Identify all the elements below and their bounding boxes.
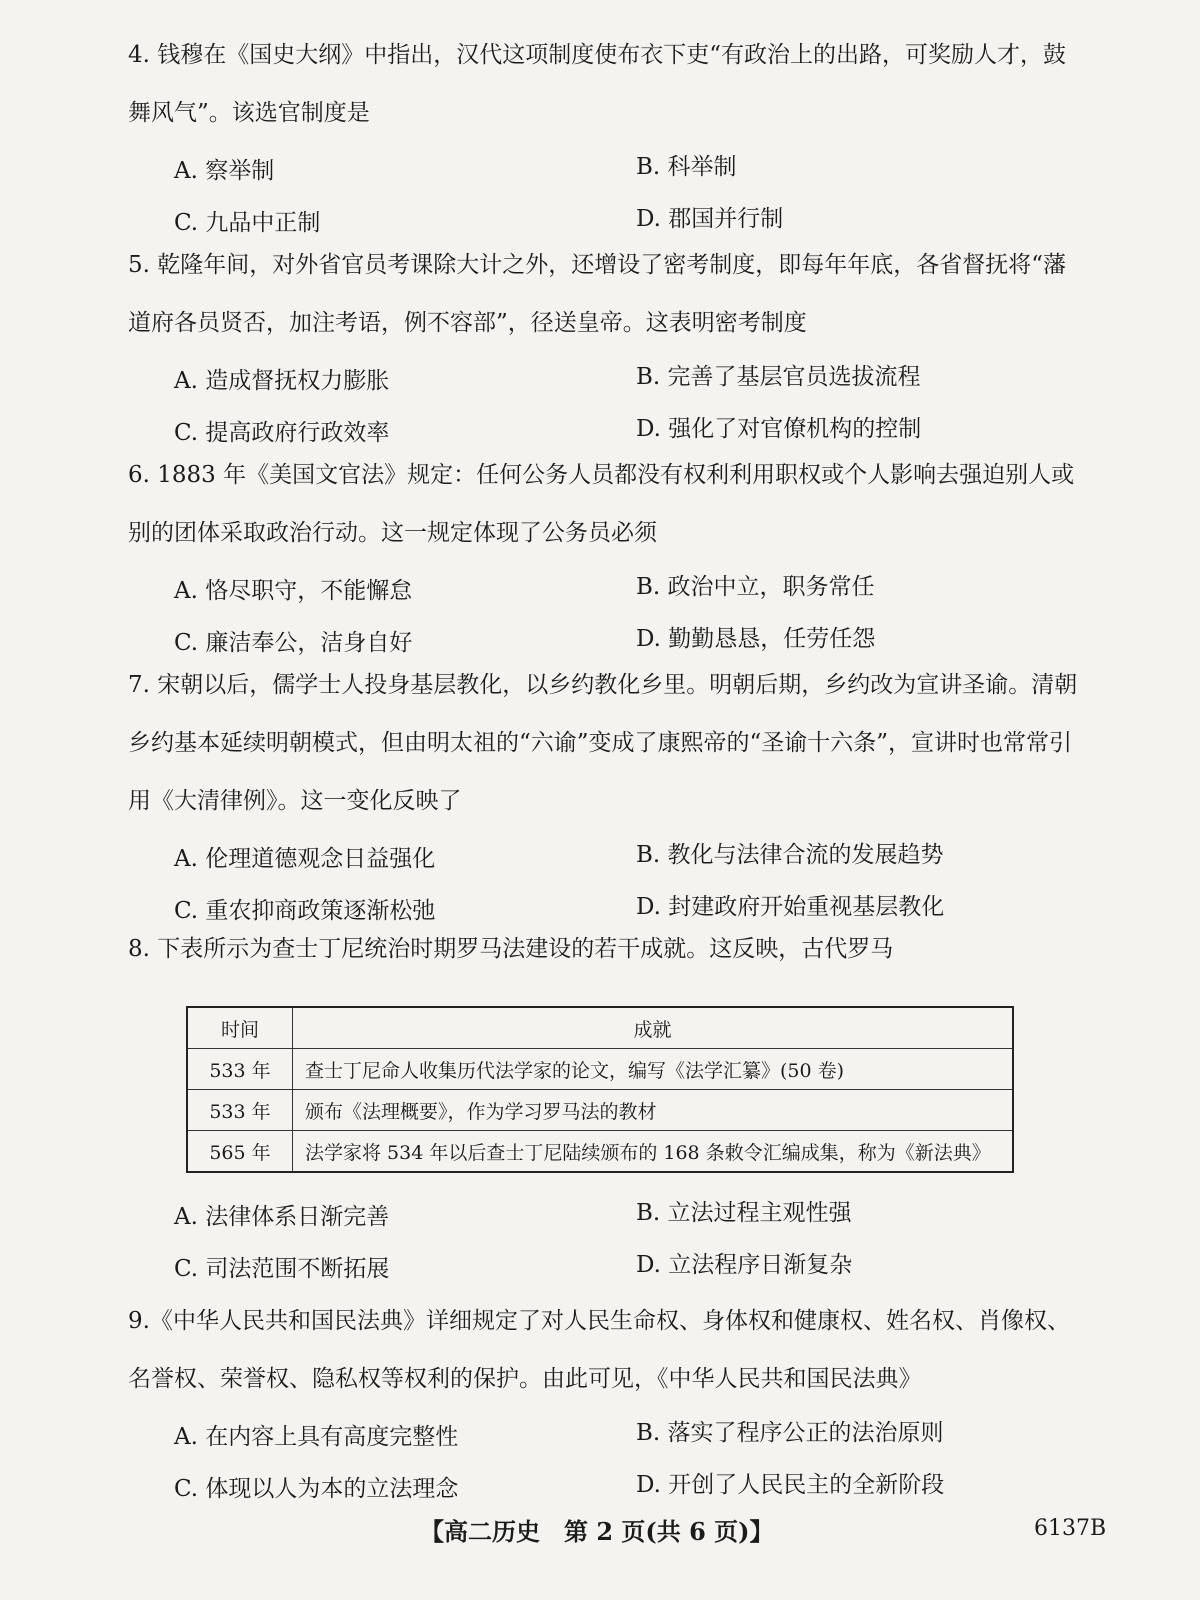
option-b[interactable]: B. 立法过程主观性强 [636,1200,852,1226]
option-a[interactable]: A. 法律体系日渐完善 [174,1204,390,1230]
question-7 [128,656,1088,934]
option-a[interactable]: A. 在内容上具有高度完整性 [174,1424,459,1450]
question-5 [128,236,1088,456]
option-d[interactable]: D. 勤勤恳恳，任劳任怨 [636,626,876,652]
option-d[interactable]: D. 强化了对官僚机构的控制 [636,416,922,442]
option-b[interactable]: B. 教化与法律合流的发展趋势 [636,842,944,868]
question-stem: 8. 下表所示为查士丁尼统治时期罗马法建设的若干成就。这反映，古代罗马 [128,936,894,962]
question-stem: 4. 钱穆在《国史大纲》中指出，汉代这项制度使布衣下吏“有政治上的出路，可奖励人才，鼓舞风气”。该选官制度是 [128,42,1067,126]
option-a[interactable]: A. 察举制 [174,158,275,184]
table-cell-achievement: 法学家将 534 年以后查士丁尼陆续颁布的 168 条敕令汇编成集，称为《新法典》 [293,1131,1014,1173]
question-6 [128,446,1088,666]
table-row [187,1049,1013,1090]
question-stem: 6. 1883 年《美国文官法》规定：任何公务人员都没有权利利用职权或个人影响去强迫别人或别的团体采取政治行动。这一规定体现了公务员必须 [128,462,1075,546]
option-b[interactable]: B. 政治中立，职务常任 [636,574,875,600]
options [128,352,1088,456]
table-cell-achievement: 查士丁尼命人收集历代法学家的论文，编写《法学汇纂》(50 卷) [293,1049,1014,1090]
question-4 [128,26,1088,246]
option-d[interactable]: D. 立法程序日渐复杂 [636,1252,853,1278]
option-c[interactable]: C. 体现以人为本的立法理念 [174,1476,459,1502]
options [128,142,1088,246]
table-row [187,1131,1013,1173]
option-c[interactable]: C. 提高政府行政效率 [174,420,390,446]
table-cell-time: 533 年 [187,1090,293,1131]
options [128,562,1088,666]
option-c[interactable]: C. 司法范围不断拓展 [174,1256,390,1282]
question-9 [128,1292,1088,1512]
option-c[interactable]: C. 廉洁奉公，洁身自好 [174,630,413,656]
option-b[interactable]: B. 完善了基层官员选拔流程 [636,364,921,390]
achievements-table [186,1006,1014,1173]
option-d[interactable]: D. 郡国并行制 [636,206,784,232]
option-c[interactable]: C. 九品中正制 [174,210,321,236]
option-d[interactable]: D. 开创了人民民主的全新阶段 [636,1472,945,1498]
table-cell-time: 533 年 [187,1049,293,1090]
option-a[interactable]: A. 造成督抚权力膨胀 [174,368,390,394]
question-stem: 7. 宋朝以后，儒学士人投身基层教化，以乡约教化乡里。明朝后期，乡约改为宣讲圣谕。清朝乡约基本延续明朝模式，但由明太祖的“六谕”变成了康熙帝的“圣谕十六条”，宣讲时也常常引用《大清律例》。这一变化反映了 [128,672,1078,814]
page-footer: 【高二历史 第 2 页(共 6 页)】 [420,1517,774,1546]
exam-code: 6137B [1034,1516,1107,1541]
option-a[interactable]: A. 恪尽职守，不能懈怠 [174,578,413,604]
options [128,1188,1088,1292]
option-d[interactable]: D. 封建政府开始重视基层教化 [636,894,945,920]
question-stem: 5. 乾隆年间，对外省官员考课除大计之外，还增设了密考制度，即每年年底，各省督抚将“藩道府各员贤否，加注考语，例不容部”，径送皇帝。这表明密考制度 [128,252,1067,336]
question-8 [128,920,1088,978]
question-8-options [128,1188,1088,1292]
option-b[interactable]: B. 落实了程序公正的法治原则 [636,1420,944,1446]
table-header-row [187,1007,1013,1049]
option-c[interactable]: C. 重农抑商政策逐渐松弛 [174,898,436,924]
table-row [187,1090,1013,1131]
table-header-achievement: 成就 [293,1007,1014,1049]
option-a[interactable]: A. 伦理道德观念日益强化 [174,846,436,872]
table-cell-achievement: 颁布《法理概要》，作为学习罗马法的教材 [293,1090,1014,1131]
option-b[interactable]: B. 科举制 [636,154,737,180]
table-header-time: 时间 [187,1007,293,1049]
table-cell-time: 565 年 [187,1131,293,1173]
options [128,830,1088,934]
options [128,1408,1088,1512]
question-stem: 9.《中华人民共和国民法典》详细规定了对人民生命权、身体权和健康权、姓名权、肖像权、名誉权、荣誉权、隐私权等权利的保护。由此可见，《中华人民共和国民法典》 [128,1308,1070,1392]
